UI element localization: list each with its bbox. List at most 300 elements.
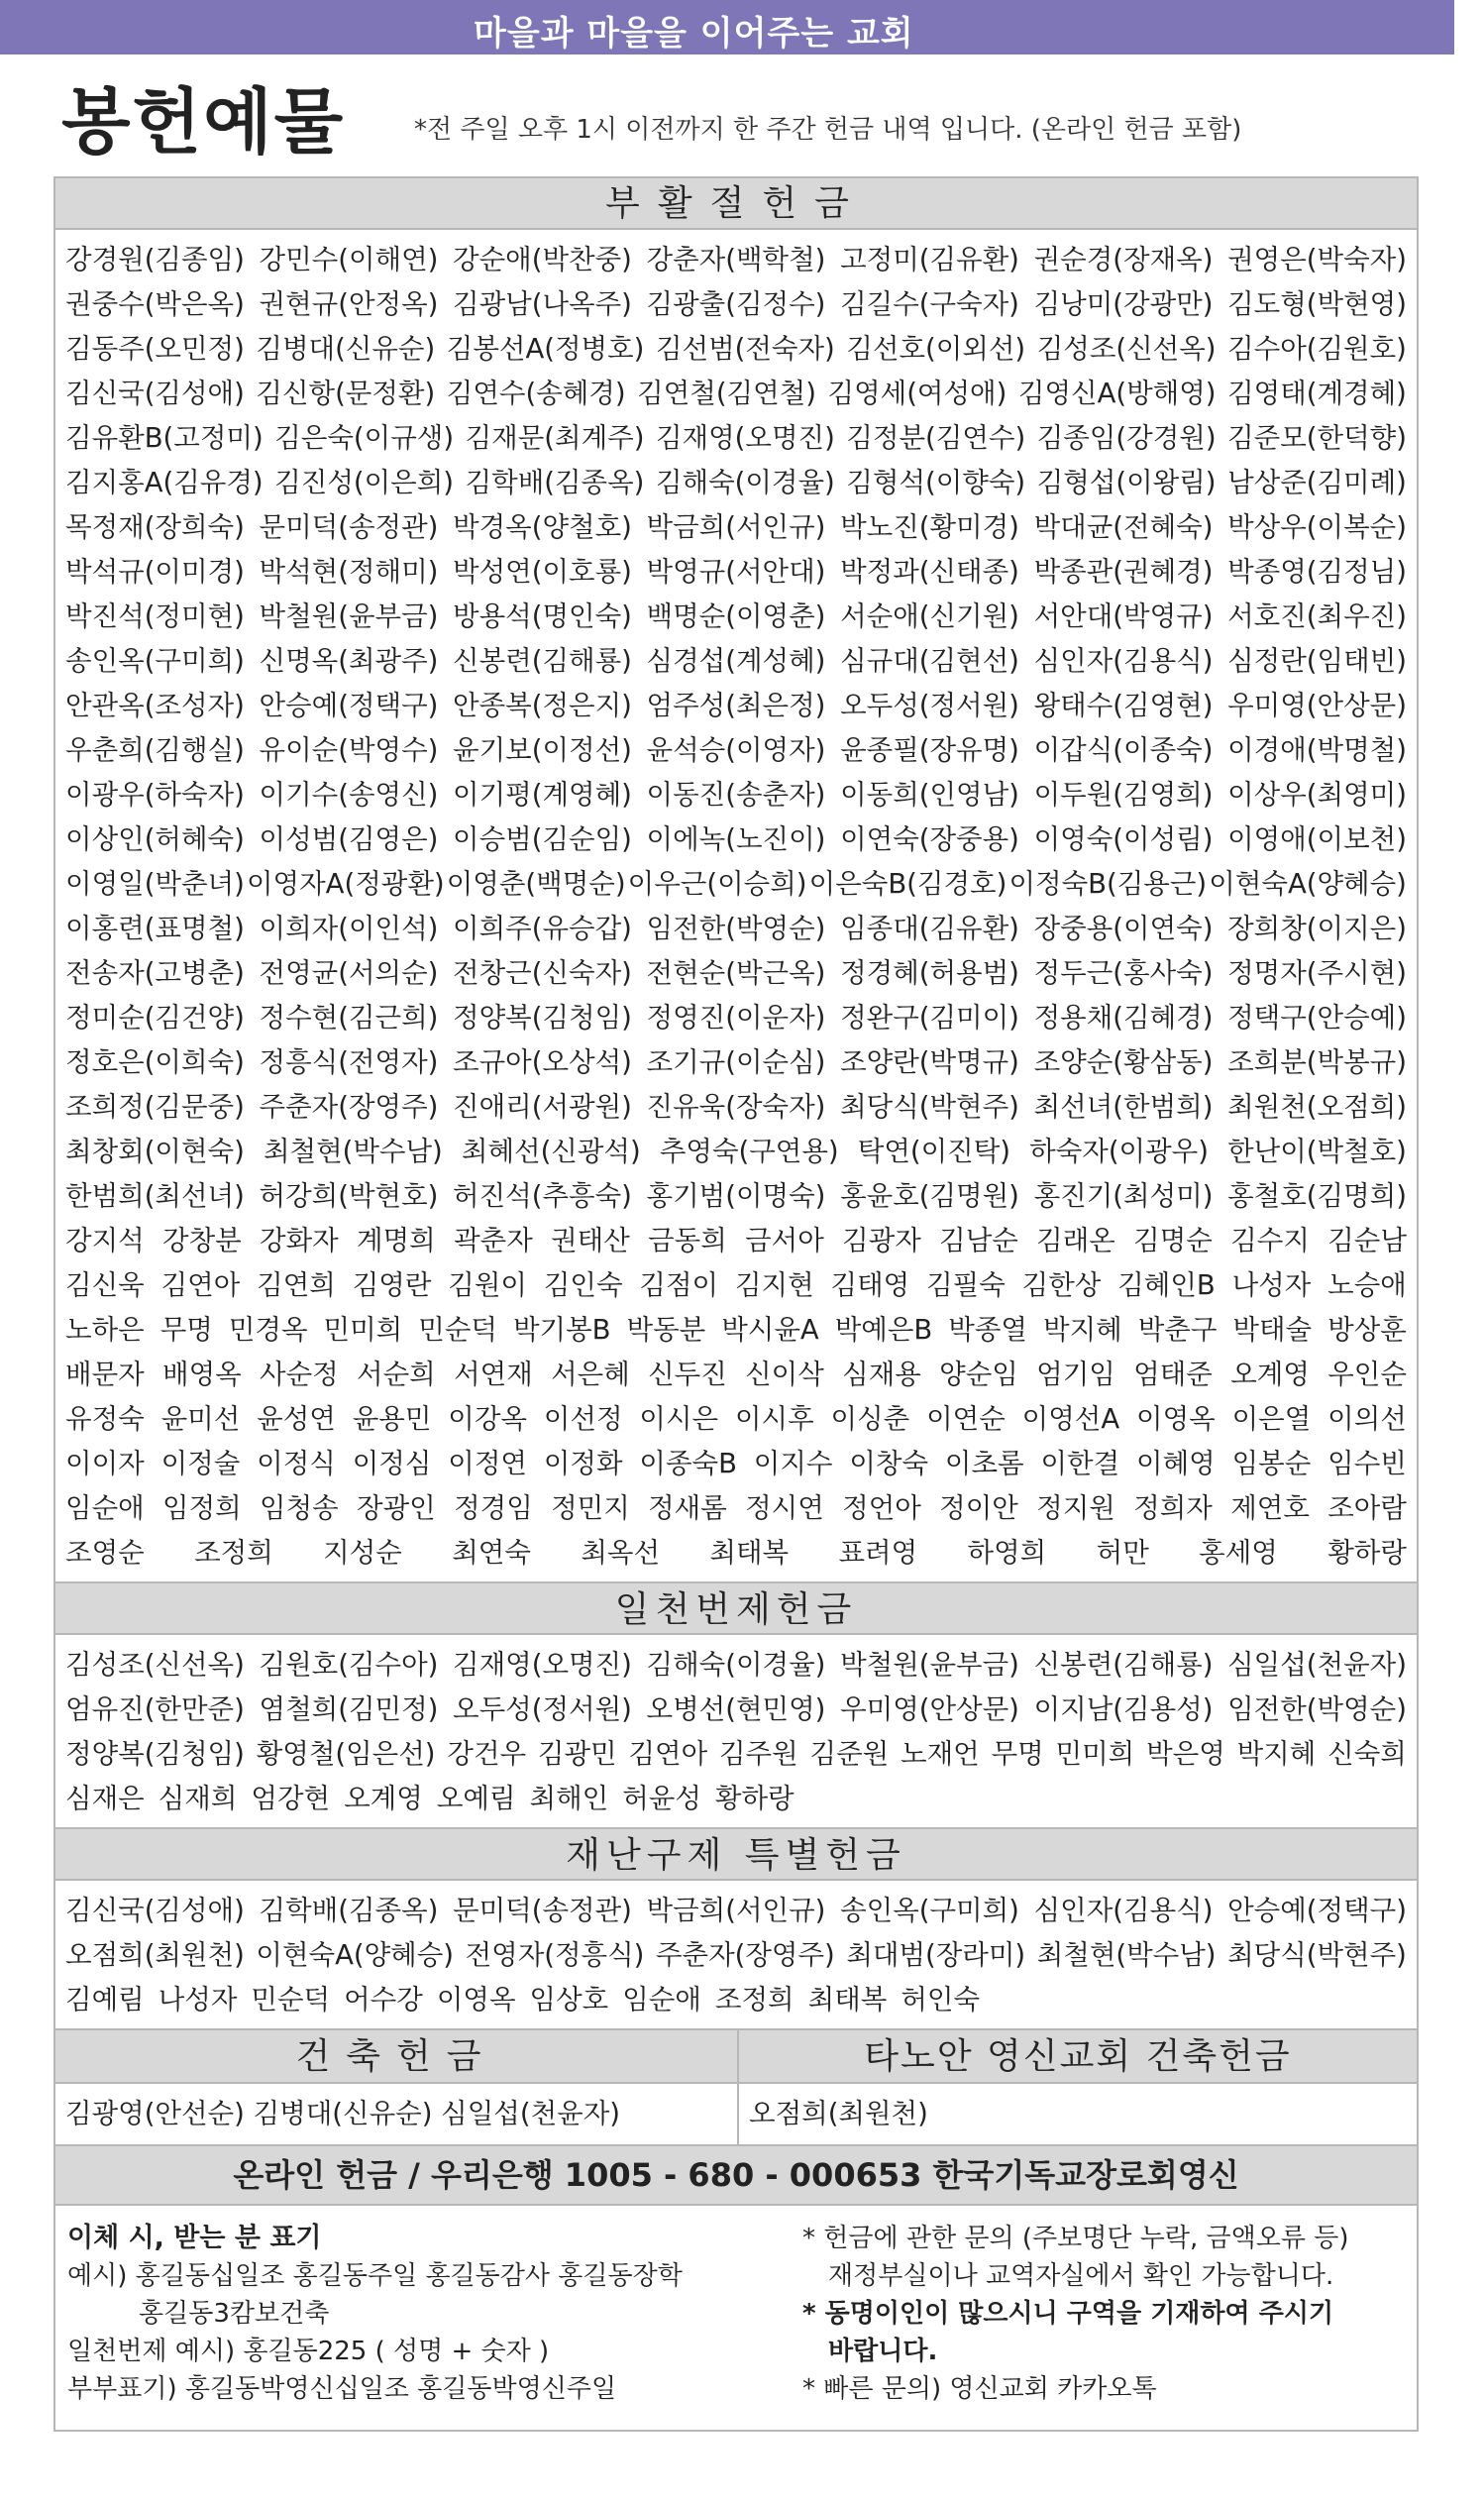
donor-name: 김영란 bbox=[352, 1269, 432, 1301]
donor-name: 정경임 bbox=[454, 1492, 533, 1524]
donor-name: 최대범(장라미) bbox=[846, 1939, 1026, 1971]
donor-name: 송인옥(구미희) bbox=[65, 645, 245, 677]
first-income-row bbox=[65, 1643, 1407, 1688]
easter-row bbox=[65, 684, 1407, 728]
disaster-list bbox=[55, 1881, 1417, 2028]
easter-row bbox=[65, 1263, 1407, 1308]
donor-name: 윤미선 bbox=[160, 1403, 241, 1435]
donor-name: 전송자(고병춘) bbox=[65, 957, 245, 989]
donor-name: 김순남 bbox=[1327, 1225, 1407, 1256]
donor-name: 홍윤호(김명원) bbox=[840, 1180, 1019, 1212]
donor-name: 오계영 bbox=[344, 1783, 423, 1814]
donor-name: 김연희 bbox=[257, 1269, 336, 1301]
building-names: 김광영(안선순) 김병대(신유순) 심일섭(천윤자) bbox=[65, 2098, 621, 2129]
donor-name: 김원이 bbox=[448, 1269, 527, 1301]
donor-name: 임청송 bbox=[260, 1492, 339, 1524]
donor-name: 정용채(김혜경) bbox=[1033, 1002, 1214, 1034]
inquiry-notes bbox=[781, 2220, 1405, 2416]
donor-name: 박대균(전혜숙) bbox=[1033, 511, 1214, 543]
donor-name: 진유욱(장숙자) bbox=[646, 1091, 826, 1123]
donor-name: 전영자(정흥식) bbox=[465, 1939, 645, 1971]
easter-row bbox=[65, 1219, 1407, 1263]
donor-name: 김지홍A(김유경) bbox=[65, 467, 264, 498]
donor-name: 방용석(명인숙) bbox=[453, 600, 632, 632]
easter-row bbox=[65, 639, 1407, 684]
donor-name: 홍진기(최성미) bbox=[1033, 1180, 1214, 1212]
donor-name: 노재언 bbox=[901, 1738, 980, 1770]
donor-name: 장중용(이연숙) bbox=[1033, 913, 1214, 944]
first-income-row bbox=[65, 1688, 1407, 1732]
donor-name: 최옥선 bbox=[581, 1537, 661, 1569]
donor-name: 김수아(김원호) bbox=[1227, 333, 1407, 365]
donor-name: 이영일(박춘녀) bbox=[65, 868, 245, 900]
donor-name: 어수강 bbox=[344, 1984, 423, 2015]
online-account-bar: 온라인 헌금 / 우리은행 1005 - 680 - 000653 한국기독교장로회영신 bbox=[55, 2144, 1417, 2206]
donor-name: 박영규(서안대) bbox=[646, 556, 826, 588]
donor-name: 서순애(신기원) bbox=[840, 600, 1019, 632]
donor-name: 김수지 bbox=[1230, 1225, 1310, 1256]
inquiry-note-2: 재정부실이나 교역자실에서 확인 가능합니다. bbox=[828, 2261, 1334, 2291]
donor-name: 이은열 bbox=[1231, 1403, 1312, 1435]
donor-name: 한난이(박철호) bbox=[1227, 1136, 1407, 1167]
donor-name: 이동진(송춘자) bbox=[646, 779, 826, 811]
donor-name: 목정재(장희숙) bbox=[65, 511, 245, 543]
donor-name: 이시후 bbox=[734, 1403, 814, 1435]
donor-name: 허인숙 bbox=[901, 1984, 981, 2015]
donor-name: 이갑식(이종숙) bbox=[1033, 734, 1214, 766]
donor-name: 권태산 bbox=[551, 1225, 630, 1256]
donor-name: 오예림 bbox=[436, 1783, 516, 1814]
donor-name: 조영순 bbox=[65, 1537, 145, 1569]
donor-name: 김영태(계경혜) bbox=[1227, 378, 1407, 409]
donor-name: 전영균(서의순) bbox=[259, 957, 439, 989]
donor-name: 심재용 bbox=[842, 1359, 921, 1390]
donor-name: 이승범(김순임) bbox=[453, 823, 632, 855]
donor-name: 김준모(한덕향) bbox=[1227, 422, 1407, 454]
donor-name: 하영희 bbox=[967, 1537, 1047, 1569]
easter-row bbox=[65, 1353, 1407, 1397]
donor-name: 조희정(김문중) bbox=[65, 1091, 245, 1123]
donor-name: 박진석(정미현) bbox=[65, 600, 245, 632]
donor-name: 정민지 bbox=[551, 1492, 630, 1524]
donor-name: 김지현 bbox=[734, 1269, 814, 1301]
donor-name: 최철현(박수남) bbox=[263, 1136, 443, 1167]
donor-name: 송인옥(구미희) bbox=[840, 1895, 1019, 1926]
donor-name: 배문자 bbox=[65, 1359, 145, 1390]
donor-name: 이창숙 bbox=[849, 1448, 929, 1479]
donor-name: 추영숙(구연용) bbox=[659, 1136, 839, 1167]
donor-name: 조양란(박명규) bbox=[840, 1046, 1019, 1078]
donor-name: 이종숙B bbox=[639, 1448, 737, 1479]
donor-name: 윤종필(장유명) bbox=[840, 734, 1019, 766]
donor-name: 김성조(신선옥) bbox=[1036, 333, 1217, 365]
easter-row bbox=[65, 817, 1407, 862]
donor-name: 신봉련(김해룡) bbox=[1033, 1649, 1214, 1681]
donor-name: 박종영(김정님) bbox=[1227, 556, 1407, 588]
easter-row bbox=[65, 1308, 1407, 1353]
inquiry-note-1: * 헌금에 관한 문의 (주보명단 누락, 금액오류 등) bbox=[802, 2224, 1349, 2253]
donor-name: 사순정 bbox=[260, 1359, 339, 1390]
donor-name: 엄기임 bbox=[1036, 1359, 1115, 1390]
donor-name: 우미영(안상문) bbox=[840, 1693, 1019, 1725]
donor-name: 장광인 bbox=[357, 1492, 436, 1524]
donor-name: 서호진(최우진) bbox=[1227, 600, 1407, 632]
easter-row bbox=[65, 595, 1407, 639]
donor-name: 박노진(황미경) bbox=[840, 511, 1019, 543]
donor-name: 이홍련(표명철) bbox=[65, 913, 245, 944]
donor-name: 이정식 bbox=[257, 1448, 336, 1479]
inquiry-note-4: 바랍니다. bbox=[828, 2337, 938, 2366]
donor-name: 김주원 bbox=[718, 1738, 798, 1770]
donor-name: 이기평(계영혜) bbox=[453, 779, 632, 811]
donor-name: 이연순 bbox=[926, 1403, 1006, 1435]
top-banner bbox=[0, 0, 1454, 54]
donor-name: 김형석(이향숙) bbox=[846, 467, 1026, 498]
donor-name: 김연수(송혜경) bbox=[446, 378, 626, 409]
easter-row bbox=[65, 862, 1407, 907]
donor-name: 박동분 bbox=[626, 1314, 706, 1346]
easter-row bbox=[65, 773, 1407, 817]
easter-row bbox=[65, 1486, 1407, 1531]
easter-row bbox=[65, 951, 1407, 996]
donor-name: 김연아 bbox=[160, 1269, 241, 1301]
donor-name: 임종대(김유환) bbox=[840, 913, 1019, 944]
easter-row bbox=[65, 1085, 1407, 1130]
donor-name: 정지원 bbox=[1036, 1492, 1115, 1524]
donor-name: 백명순(이영춘) bbox=[646, 600, 826, 632]
donor-name: 임전한(박영순) bbox=[646, 913, 826, 944]
donor-name: 이동희(인영남) bbox=[840, 779, 1019, 811]
donor-name: 이강옥 bbox=[448, 1403, 527, 1435]
transfer-example-4: 부부표기) 홍길동박영신십일조 홍길동박영신주일 bbox=[67, 2374, 617, 2404]
transfer-title: 이체 시, 받는 분 표기 bbox=[67, 2223, 322, 2253]
donor-name: 최태복 bbox=[709, 1537, 790, 1569]
donor-name: 김재영(오명진) bbox=[453, 1649, 632, 1681]
transfer-example-3: 일천번제 예시) 홍길동225 ( 성명 + 숫자 ) bbox=[67, 2337, 550, 2366]
donor-name: 박지혜 bbox=[1043, 1314, 1122, 1346]
donor-name: 정희자 bbox=[1133, 1492, 1213, 1524]
donor-name: 김도형(박현영) bbox=[1227, 288, 1407, 320]
tanoan-column bbox=[739, 2030, 1417, 2144]
donor-name: 이현숙A(양혜승) bbox=[256, 1939, 455, 1971]
donor-name: 장희창(이지은) bbox=[1227, 913, 1407, 944]
donor-name: 임봉순 bbox=[1231, 1448, 1312, 1479]
donor-name: 이한결 bbox=[1040, 1448, 1120, 1479]
donor-name: 김광출(김정수) bbox=[646, 288, 826, 320]
donor-name: 김남순 bbox=[939, 1225, 1018, 1256]
donor-name: 서연재 bbox=[454, 1359, 533, 1390]
donor-name: 권영은(박숙자) bbox=[1227, 244, 1407, 275]
donor-name: 김선호(이외선) bbox=[846, 333, 1026, 365]
donor-name: 윤기보(이정선) bbox=[453, 734, 632, 766]
donor-name: 윤용민 bbox=[352, 1403, 432, 1435]
page-title: 봉헌예물 bbox=[61, 80, 346, 163]
donor-name: 황영철(임은선) bbox=[256, 1738, 436, 1770]
donor-name: 안관옥(조성자) bbox=[65, 690, 245, 721]
donor-name: 김태영 bbox=[830, 1269, 910, 1301]
donor-name: 노하은 bbox=[65, 1314, 145, 1346]
donor-name: 엄주성(최은정) bbox=[646, 690, 826, 721]
donor-name: 왕태수(김영현) bbox=[1033, 690, 1214, 721]
donor-name: 박철원(윤부금) bbox=[259, 600, 439, 632]
donor-name: 김해숙(이경율) bbox=[646, 1649, 826, 1681]
donor-name: 전창근(신숙자) bbox=[453, 957, 632, 989]
donor-name: 김준원 bbox=[809, 1738, 890, 1770]
donor-name: 박석현(정해미) bbox=[259, 556, 439, 588]
banner-edge bbox=[1454, 0, 1484, 54]
easter-row bbox=[65, 1040, 1407, 1085]
donor-name: 민미희 bbox=[1055, 1738, 1135, 1770]
donor-name: 유이순(박영수) bbox=[259, 734, 439, 766]
donor-name: 황하랑 bbox=[714, 1783, 795, 1814]
donor-name: 심인자(김용식) bbox=[1033, 645, 1214, 677]
easter-row bbox=[65, 505, 1407, 550]
donor-name: 정수현(김근희) bbox=[259, 1002, 439, 1034]
donor-name: 김신국(김성애) bbox=[65, 378, 245, 409]
easter-row bbox=[65, 238, 1407, 282]
donor-name: 김은숙(이규생) bbox=[274, 422, 455, 454]
donor-name: 김연아 bbox=[628, 1738, 708, 1770]
donor-name: 이이자 bbox=[65, 1448, 145, 1479]
donor-name: 심재은 bbox=[65, 1783, 145, 1814]
donor-name: 이선정 bbox=[543, 1403, 623, 1435]
donor-name: 민미희 bbox=[323, 1314, 403, 1346]
inquiry-note-5: * 빠른 문의) 영신교회 카카오톡 bbox=[802, 2374, 1157, 2404]
donor-name: 김동주(오민정) bbox=[65, 333, 245, 365]
easter-row bbox=[65, 1442, 1407, 1486]
donor-name: 심일섭(천윤자) bbox=[1227, 1649, 1407, 1681]
donor-name: 계명희 bbox=[357, 1225, 436, 1256]
donor-name: 정호은(이희숙) bbox=[65, 1046, 245, 1078]
donor-name: 오점희(최원천) bbox=[65, 1939, 245, 1971]
tanoan-heading: 타노안 영신교회 건축헌금 bbox=[739, 2030, 1417, 2084]
donor-name: 김인숙 bbox=[543, 1269, 623, 1301]
donor-name: 탁연(이진탁) bbox=[857, 1136, 1011, 1167]
donor-name: 이에녹(노진이) bbox=[646, 823, 826, 855]
donor-name: 이광우(하숙자) bbox=[65, 779, 245, 811]
donor-name: 엄유진(한만준) bbox=[65, 1693, 245, 1725]
inquiry-note-3: * 동명이인이 많으시니 구역을 기재하여 주시기 bbox=[802, 2299, 1334, 2329]
donor-name: 박종관(권혜경) bbox=[1033, 556, 1214, 588]
donor-name: 김해숙(이경율) bbox=[655, 467, 835, 498]
donor-name: 박상우(이복순) bbox=[1227, 511, 1407, 543]
donor-name: 김길수(구숙자) bbox=[840, 288, 1019, 320]
donor-name: 조아람 bbox=[1327, 1492, 1407, 1524]
donor-name: 문미덕(송정관) bbox=[259, 511, 439, 543]
donor-name: 민순덕 bbox=[251, 1984, 331, 2015]
easter-row bbox=[65, 416, 1407, 461]
donor-name: 정두근(홍사숙) bbox=[1033, 957, 1214, 989]
donor-name: 이상인(허혜숙) bbox=[65, 823, 245, 855]
donor-name: 한범희(최선녀) bbox=[65, 1180, 245, 1212]
donor-name: 김광자 bbox=[842, 1225, 921, 1256]
donor-name: 이희주(유승갑) bbox=[453, 913, 632, 944]
donor-name: 곽춘자 bbox=[454, 1225, 533, 1256]
easter-row bbox=[65, 907, 1407, 951]
easter-row bbox=[65, 1130, 1407, 1174]
offering-table bbox=[53, 176, 1419, 2432]
donor-name: 이두원(김영희) bbox=[1033, 779, 1214, 811]
transfer-example-1: 예시) 홍길동십일조 홍길동주일 홍길동감사 홍길동장학 bbox=[67, 2261, 683, 2291]
donor-name: 김형섭(이왕림) bbox=[1036, 467, 1217, 498]
donor-name: 조희분(박봉규) bbox=[1227, 1046, 1407, 1078]
donor-name: 안종복(정은지) bbox=[453, 690, 632, 721]
donor-name: 고정미(김유환) bbox=[840, 244, 1019, 275]
donor-name: 김선범(전숙자) bbox=[655, 333, 835, 365]
donor-name: 강민수(이해연) bbox=[259, 244, 439, 275]
donor-name: 서은혜 bbox=[551, 1359, 630, 1390]
donor-name: 박시윤A bbox=[721, 1314, 819, 1346]
donor-name: 이정숙B(김용근) bbox=[1008, 868, 1208, 900]
donor-name: 금서아 bbox=[745, 1225, 824, 1256]
donor-name: 김유환B(고정미) bbox=[65, 422, 264, 454]
donor-name: 강지석 bbox=[65, 1225, 145, 1256]
donor-name: 김영신A(방해영) bbox=[1017, 378, 1217, 409]
donor-name: 이정연 bbox=[448, 1448, 527, 1479]
page-header bbox=[0, 54, 1484, 173]
donor-name: 조정희 bbox=[194, 1537, 273, 1569]
donor-name: 박은영 bbox=[1146, 1738, 1225, 1770]
donor-name: 최당식(박현주) bbox=[840, 1091, 1019, 1123]
donor-name: 정양복(김청임) bbox=[65, 1738, 245, 1770]
donor-name: 김영세(여성애) bbox=[827, 378, 1007, 409]
donor-name: 서순희 bbox=[357, 1359, 436, 1390]
donor-name: 진애리(서광원) bbox=[453, 1091, 632, 1123]
donor-name: 강순애(박찬중) bbox=[453, 244, 632, 275]
donor-name: 김광민 bbox=[537, 1738, 617, 1770]
donor-name: 최당식(박현주) bbox=[1227, 1939, 1407, 1971]
donor-name: 김학배(김종옥) bbox=[259, 1895, 439, 1926]
transfer-instructions bbox=[67, 2220, 781, 2416]
easter-row bbox=[65, 1174, 1407, 1219]
donor-name: 조정희 bbox=[714, 1984, 795, 2015]
donor-name: 민순덕 bbox=[418, 1314, 497, 1346]
disaster-row bbox=[65, 1933, 1407, 1978]
first-income-heading: 일천번제헌금 bbox=[55, 1581, 1417, 1635]
donor-name: 임순애 bbox=[622, 1984, 701, 2015]
donor-name: 이영자A(정광환) bbox=[246, 868, 445, 900]
donor-name: 박종열 bbox=[948, 1314, 1027, 1346]
donor-name: 심인자(김용식) bbox=[1033, 1895, 1214, 1926]
donor-name: 나성자 bbox=[1231, 1269, 1312, 1301]
donor-name: 박경옥(양철호) bbox=[453, 511, 632, 543]
donor-name: 윤성연 bbox=[257, 1403, 336, 1435]
first-income-row bbox=[65, 1732, 1407, 1777]
donor-name: 정완구(김미이) bbox=[840, 1002, 1019, 1034]
donor-name: 엄강현 bbox=[251, 1783, 331, 1814]
donor-name: 금동희 bbox=[648, 1225, 727, 1256]
donor-name: 임정희 bbox=[162, 1492, 242, 1524]
donor-name: 이영선A bbox=[1021, 1403, 1120, 1435]
donor-name: 지성순 bbox=[323, 1537, 402, 1569]
donor-name: 김진성(이은희) bbox=[274, 467, 455, 498]
building-heading: 건축헌금 bbox=[55, 2030, 737, 2084]
donor-name: 박기봉B bbox=[512, 1314, 611, 1346]
donor-name: 정새롬 bbox=[648, 1492, 727, 1524]
donor-name: 이지수 bbox=[753, 1448, 833, 1479]
donor-name: 이시은 bbox=[639, 1403, 719, 1435]
donor-name: 조규아(오상석) bbox=[453, 1046, 632, 1078]
donor-name: 박예은B bbox=[834, 1314, 933, 1346]
donor-name: 이희자(이인석) bbox=[259, 913, 439, 944]
donor-name: 이경애(박명철) bbox=[1227, 734, 1407, 766]
easter-row bbox=[65, 372, 1407, 416]
donor-name: 이초롬 bbox=[944, 1448, 1024, 1479]
easter-row bbox=[65, 550, 1407, 595]
donor-name: 정흥식(전영자) bbox=[259, 1046, 439, 1078]
donor-name: 홍철호(김명희) bbox=[1227, 1180, 1407, 1212]
donor-name: 김광남(나옥주) bbox=[453, 288, 632, 320]
donor-name: 김학배(김종옥) bbox=[465, 467, 645, 498]
easter-row bbox=[65, 282, 1407, 327]
donor-name: 정경혜(허용범) bbox=[840, 957, 1019, 989]
donor-name: 안승예(정택구) bbox=[259, 690, 439, 721]
donor-name: 유정숙 bbox=[65, 1403, 145, 1435]
donor-name: 강화자 bbox=[260, 1225, 339, 1256]
donor-name: 박정과(신태종) bbox=[840, 556, 1019, 588]
donor-name: 김혜인B bbox=[1117, 1269, 1216, 1301]
donor-name: 우미영(안상문) bbox=[1227, 690, 1407, 721]
donor-name: 양순임 bbox=[939, 1359, 1018, 1390]
donor-name: 허강희(박현호) bbox=[259, 1180, 439, 1212]
donor-name: 심정란(임태빈) bbox=[1227, 645, 1407, 677]
donor-name: 권순경(장재옥) bbox=[1033, 244, 1214, 275]
donor-name: 강건우 bbox=[447, 1738, 527, 1770]
building-section bbox=[55, 2028, 1417, 2144]
donor-name: 박금희(서인규) bbox=[646, 511, 826, 543]
donor-name: 하숙자(이광우) bbox=[1029, 1136, 1209, 1167]
donor-name: 박태술 bbox=[1232, 1314, 1313, 1346]
donor-name: 정영진(이운자) bbox=[646, 1002, 826, 1034]
donor-name: 무명 bbox=[991, 1738, 1044, 1770]
donor-name: 윤석승(이영자) bbox=[646, 734, 826, 766]
donor-name: 허진석(추흥숙) bbox=[453, 1180, 632, 1212]
donor-name: 심규대(김현선) bbox=[840, 645, 1019, 677]
donor-name: 표려영 bbox=[838, 1537, 918, 1569]
donor-name: 정택구(안승예) bbox=[1227, 1002, 1407, 1034]
donor-name: 이정화 bbox=[543, 1448, 623, 1479]
donor-name: 정시연 bbox=[745, 1492, 824, 1524]
easter-list bbox=[55, 230, 1417, 1581]
donor-name: 신두진 bbox=[648, 1359, 727, 1390]
info-section bbox=[55, 2206, 1417, 2430]
donor-name: 이싱춘 bbox=[830, 1403, 910, 1435]
donor-name: 신명옥(최광주) bbox=[259, 645, 439, 677]
donor-name: 제연호 bbox=[1230, 1492, 1310, 1524]
donor-name: 김한상 bbox=[1021, 1269, 1102, 1301]
donor-name: 전현순(박근옥) bbox=[646, 957, 826, 989]
donor-name: 최해인 bbox=[529, 1783, 609, 1814]
donor-name: 김신욱 bbox=[65, 1269, 145, 1301]
donor-name: 이현숙A(양혜승) bbox=[1209, 868, 1407, 900]
donor-name: 이혜영 bbox=[1136, 1448, 1216, 1479]
building-column bbox=[55, 2030, 739, 2144]
donor-name: 정언아 bbox=[842, 1492, 921, 1524]
donor-name: 조기규(이순심) bbox=[646, 1046, 826, 1078]
first-income-list bbox=[55, 1635, 1417, 1827]
donor-name: 김명순 bbox=[1133, 1225, 1213, 1256]
easter-row bbox=[65, 461, 1407, 505]
easter-row bbox=[65, 1531, 1407, 1576]
donor-name: 배영옥 bbox=[162, 1359, 242, 1390]
donor-name: 신숙희 bbox=[1327, 1738, 1407, 1770]
donor-name: 심재희 bbox=[158, 1783, 238, 1814]
donor-name: 나성자 bbox=[158, 1984, 238, 2015]
donor-name: 이의선 bbox=[1327, 1403, 1407, 1435]
donor-name: 이성범(김영은) bbox=[259, 823, 439, 855]
donor-name: 민경옥 bbox=[228, 1314, 308, 1346]
donor-name: 이정심 bbox=[352, 1448, 432, 1479]
